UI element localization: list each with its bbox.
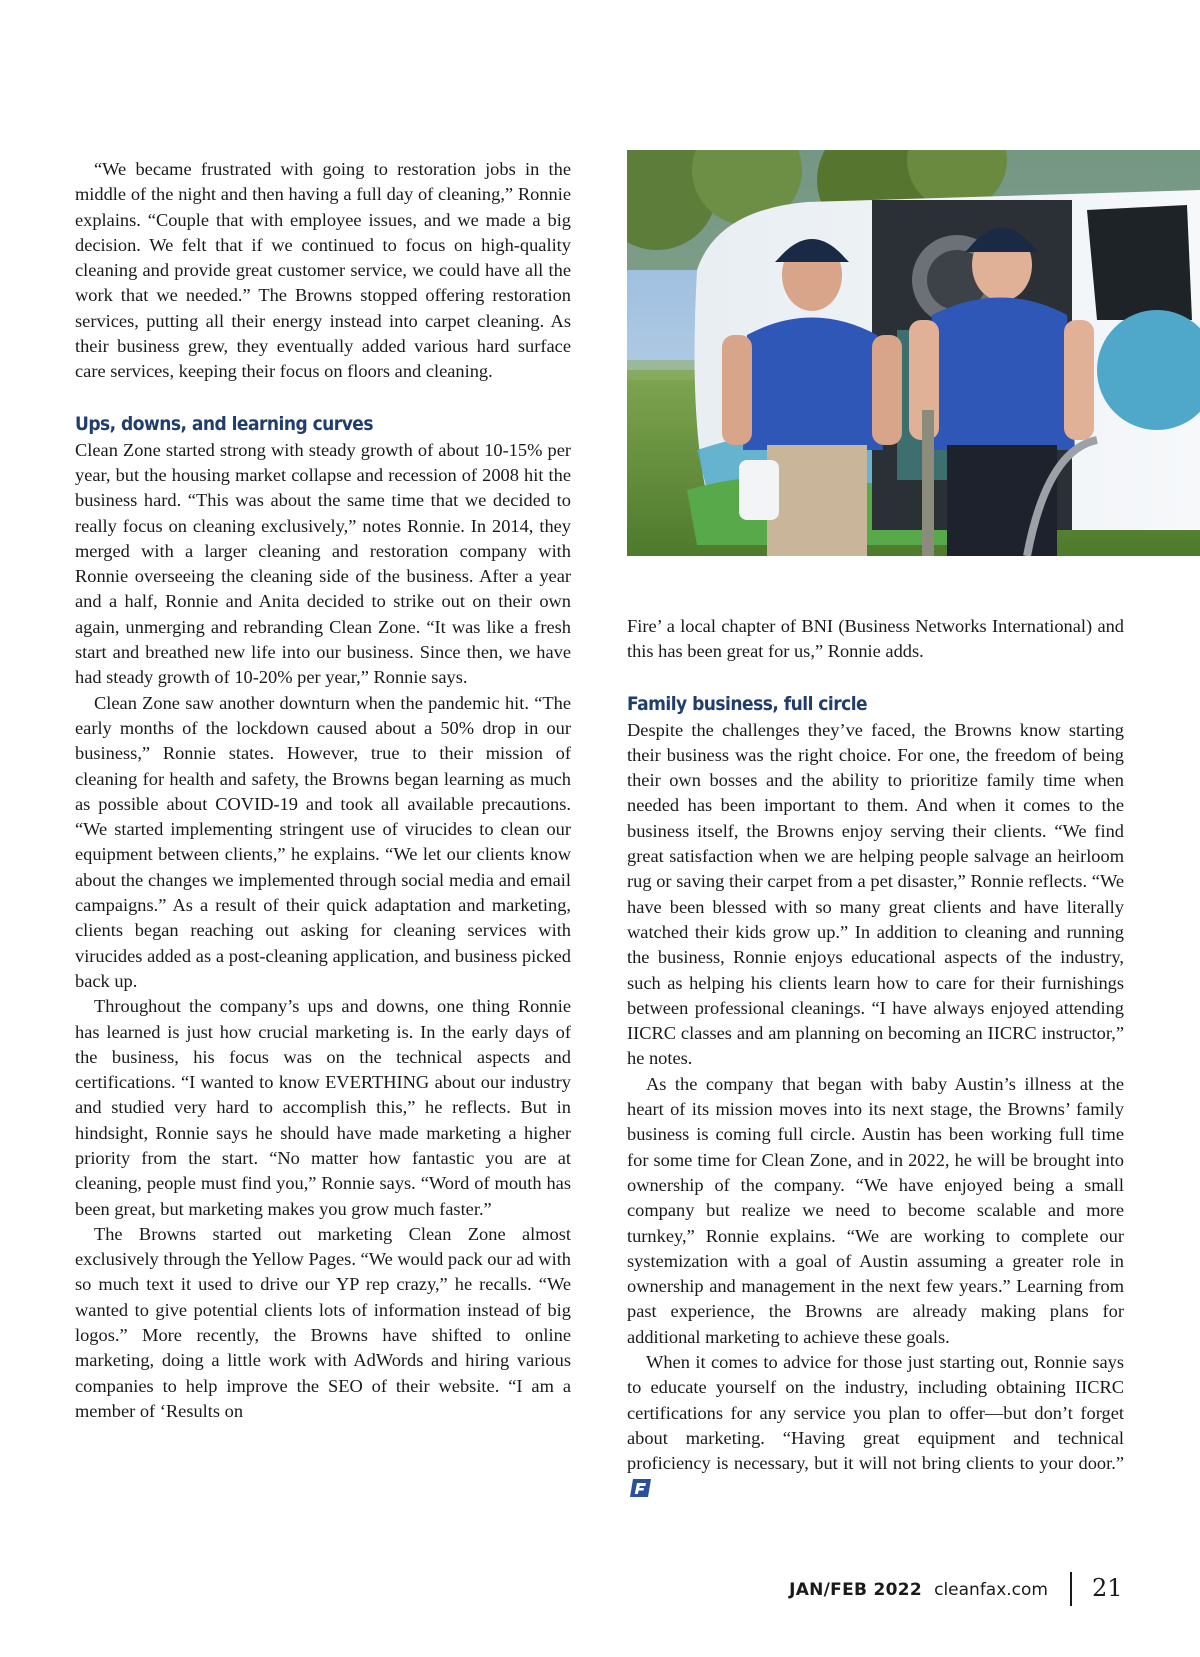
section-heading: Family business, full circle [627,692,868,715]
paragraph-text: When it comes to advice for those just starting out, Ronnie says to educate yourself on the industry, including obtaining IICRC certifications for any service you plan to offer—but don’t forget about marketing. “Having great equipment and technical proficiency is necessary, but it will not bring clients to your door.” [627,1352,1124,1474]
article-photo [627,150,1200,556]
cleanfax-end-mark-icon [630,1478,652,1498]
paragraph: As the company that began with baby Austin’s illness at the heart of its mission moves into its next stage, the Browns’ family business is coming full circle. Austin has been working full time for some time for Clean Zone, and in 2022, he will be brought into ownership of the company. “We have enjoyed being a small company but realize we need to become scalable and more turnkey,” Ronnie explains. “We are working to complete our systemization with a goal of Austin assuming a greater role in ownership and management in the next few years.” Learning from past experience, the Browns are already making plans for additional marketing to achieve these goals. [627,1073,1124,1347]
article-left-column [75,157,571,1424]
section-heading: Ups, downs, and learning curves [75,412,374,435]
paragraph: The Browns started out marketing Clean Zone almost exclusively through the Yellow Pages. “We would pack our ad with so much text it used to drive our YP rep crazy,” he recalls. “We wanted to give potential clients lots of information instead of big logos.” More recently, the Browns have shifted to online marketing, doing a little work with AdWords and hiring various companies to help improve the SEO of their website. “I am a member of ‘Results on [75,1223,571,1421]
paragraph [627,1350,1124,1502]
website-name: cleanfax.com [934,1580,1048,1600]
page-footer [0,1570,1200,1614]
paragraph: “We became frustrated with going to restoration jobs in the middle of the night and then having a full day of cleaning,” Ronnie explains. “Couple that with employee issues, and we made a big decision. We felt that if we continued to focus on high-quality cleaning and provide great customer service, we could have all the work that we needed.” The Browns stopped offering restoration services, putting all their energy instead into carpet cleaning. As their business grew, they eventually added various hard surface care services, keeping their focus on floors and cleaning. [75,159,571,382]
paragraph: Despite the challenges they’ve faced, the Browns know starting their business was the right choice. For one, the freedom of being their own bosses and the ability to prioritize family time when needed has been important to them. And when it comes to the business itself, the Browns enjoy serving their clients. “We find great satisfaction when we are helping people salvage an heirloom rug or saving their carpet from a pet disaster,” Ronnie reflects. “We have been blessed with so many great clients and have literally watched their kids grow up.” In addition to cleaning and running the business, Ronnie enjoys educational aspects of the industry, such as helping his clients learn how to care for their furnishings between professional cleanings. “I have always enjoyed attending IICRC classes and am planning on becoming an IICRC instructor,” he notes. [627,719,1124,1069]
issue-date: JAN/FEB 2022 [789,1580,922,1600]
page-number: 21 [1092,1574,1123,1602]
paragraph: Clean Zone started strong with steady growth of about 10-15% per year, but the housing market collapse and recession of 2008 hit the business hard. “This was about the same time that we decided to really focus on cleaning exclusively,” notes Ronnie. In 2014, they merged with a larger cleaning and restoration company with Ronnie overseeing the cleaning side of the business. After a year and a half, Ronnie and Anita decided to strike out on their own again, unmerging and rebranding Clean Zone. “It was like a fresh start and breathed new life into our business. Since then, we have had steady growth of 10-20% per year,” Ronnie says. [75,439,571,688]
footer-divider [1070,1572,1072,1606]
paragraph: Clean Zone saw another downturn when the pandemic hit. “The early months of the lockdown caused about a 50% drop in our business,” Ronnie states. However, true to their mission of cleaning for health and safety, the Browns began learning as much as possible about COVID-19 and took all available precautions. “We started implementing stringent use of virucides to clean our equipment between clients,” he explains. “We let our clients know about the changes we implemented through social media and email campaigns.” As a result of their quick adaptation and marketing, clients began reaching out asking for cleaning services with virucides added as a post-cleaning application, and business picked back up. [75,692,571,991]
paragraph: Fire’ a local chapter of BNI (Business Networks International) and this has been great for us,” Ronnie adds. [627,616,1124,662]
article-right-column [627,614,1124,1502]
paragraph: Throughout the company’s ups and downs, one thing Ronnie has learned is just how crucial marketing is. In the early days of the business, his focus was on the technical aspects and certifications. “I wanted to know EVERTHING about our industry and studied very hard to accomplish this,” he reflects. But in hindsight, Ronnie says he should have made marketing a higher priority from the start. “No matter how fantastic you are at cleaning, people must find you,” Ronnie says. “Word of mouth has been great, but marketing makes you grow much faster.” [75,996,571,1219]
